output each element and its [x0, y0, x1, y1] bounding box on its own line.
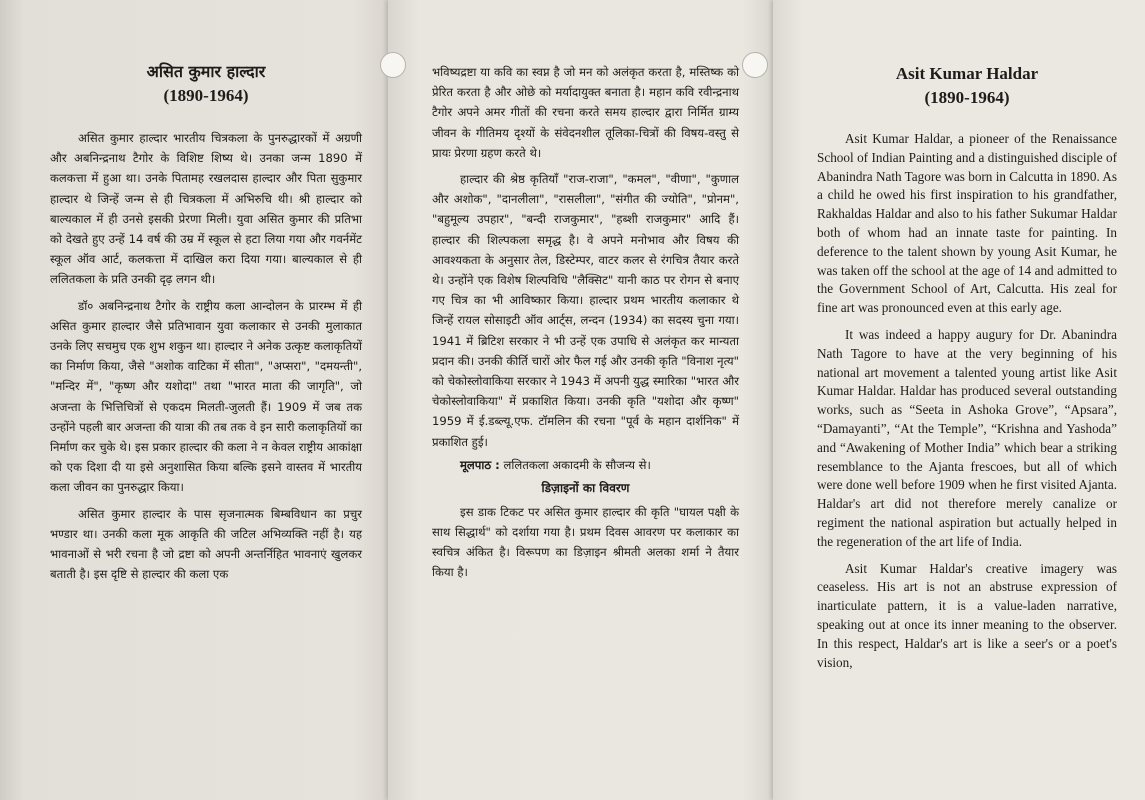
hindi-years: (1890-1964) — [163, 86, 249, 105]
english-paragraph-3: Asit Kumar Haldar's creative imagery was ceaseless. His art is not an abstruse expression of inarticulate pattern, it is a value-laden narrative, speaking out at once its inner meaning to the observer. In this respect, Haldar's art is like a seer's or a poet's vision, — [817, 560, 1117, 670]
hindi-title: असित कुमार हाल्दार — [146, 62, 266, 81]
hindi-paragraph-3: असित कुमार हाल्दार के पास सृजनात्मक बिम्बविधान का प्रचुर भण्डार था। उनकी कला मूक आकृति की जटिल अभिव्यक्ति नहीं है। यह भावनाओं से भरी रचना है जो द्रष्टा को अपनी अन्तर्निहित भावनाएं खुलकर बताती है। इस दृष्टि से हाल्दार की कला एक — [50, 506, 362, 582]
middle-page-hindi — [388, 0, 773, 800]
text-credit — [432, 458, 739, 473]
left-page-hindi — [0, 0, 392, 800]
credit-label: मूलपाठ : — [460, 457, 500, 472]
middle-paragraph-2: हाल्दार की श्रेष्ठ कृतियाँ "राज-राजा", "कमल", "वीणा", "कुणाल और अशोक", "दानलीला", "रासलीला", "संगीत की ज्योति", "प्रोनम", "बहुमूल्य उपहार", "बन्दी राजकुमार", "हब्शी राजकुमार" आदि हैं। हाल्दार की शिल्पकला समृद्ध है। वे अपने मनोभाव और विषय की आवश्यकता के अनुसार तेल, डिस्टेम्पर, वाटर कलर से रंगचित्र तैयार करते थे। उन्होंने एक विशेष शिल्पविधि "लैक्सिट" यानी काठ पर रोगन से बनाए गए चित्र का भी आविष्कार किया। हाल्दार प्रथम भारतीय कलाकार थे जिन्हें रायल सोसाइटी ऑव आर्ट्स, लन्दन (1934) का सदस्य चुना गया। 1941 में ब्रिटिश सरकार ने भी उन्हें एक उपाधि से अलंकृत कर मान्यता प्रदान की। उनकी कीर्ति चारों ओर फैल गई और उनकी कृति "विनाश नृत्य" को चेकोस्लोवाकिया सरकार ने 1943 में अपनी युद्ध स्मारिका "भारत और चेकोस्लोवाकिया" में प्रकाशित किया। उनकी कृति "यशोदा और कृष्ण" 1959 में ई.डब्ल्यू.एफ. टॉमलिन की रचना "पूर्व के महान दार्शनिक" में प्रकाशित हुई। — [432, 172, 739, 449]
english-paragraph-2: It was indeed a happy augury for Dr. Abanindra Nath Tagore to have at the very beginning of his national art movement a talented young artist like Asit Kumar Haldar. Haldar has produced several outstanding works, such as “Seeta in Ashoka Grove”, “Apsara”, “Damayanti”, “At the Temple”, “Krishna and Yashoda” and “Awakening of Mother India” which bear a striking resemblance to the Ajanta frescoes, but all of which were done well before 1909 when he first visited Ajanta. Haldar's art did not therefore merely canalize or regiment the national aspiration but actually helped in the regeneration of the art life of India. — [817, 326, 1117, 549]
design-description: इस डाक टिकट पर असित कुमार हाल्दार की कृति "घायल पक्षी के साथ सिद्धार्थ" को दर्शाया गया है। प्रथम दिवस आवरण पर कलाकार का स्वचित्र अंकित है। विरूपण का डिज़ाइन श्रीमती अलका शर्मा ने तैयार किया है। — [432, 504, 739, 580]
punch-hole-right — [742, 52, 768, 78]
punch-hole-left — [380, 52, 406, 78]
hindi-paragraph-2: डॉ० अबनिन्द्रनाथ टैगोर के राष्ट्रीय कला आन्दोलन के प्रारम्भ में ही असित कुमार हाल्दार जैसे प्रतिभावान युवा कलाकार से उनकी मुलाकात उनके लिए सचमुच एक शुभ शकुन था। हाल्दार ने अनेक उत्कृष्ट कलाकृतियों का निर्माण किया, जैसे "अशोक वाटिका में सीता", "अप्सरा", "दमयन्ती", "मन्दिर में", "कृष्ण और यशोदा" तथा "भारत माता की जागृति", जो अजन्ता के भित्तिचित्रों से एकदम मिलती-जुलती हैं। 1909 में जब तक उन्होंने पहली बार अजन्ता की यात्रा की तब तक वे इन सारी कलाकृतियों का निर्माण कर चुके थे। इस प्रकार हाल्दार की कला ने न केवल राष्ट्रीय आकांक्षा को एक दिशा दी या इसे अनुशासित किया बल्कि इसने वास्तव में भारतीय कला जीवन का पुनरुद्धार किया। — [50, 298, 362, 495]
credit-text: ललितकला अकादमी के सौजन्य से। — [503, 457, 651, 472]
middle-paragraph-1: भविष्यद्रष्टा या कवि का स्वप्न है जो मन को अलंकृत करता है, मस्तिष्क को प्रेरित करता है और ओछे को मर्यादायुक्त बनाता है। महान कवि रवीन्द्रनाथ टैगोर अपने अमर गीतों की रचना करते समय हाल्दार द्वारा निर्मित ग्राम्य जीवन के गीतिमय दृश्यों के संवेदनशील तूलिका-चित्रों की विषय-वस्तु से प्रायः प्रेरणा ग्रहण करते थे। — [432, 65, 739, 160]
english-paragraph-1: Asit Kumar Haldar, a pioneer of the Renaissance School of Indian Painting and a distinguished disciple of Abanindra Nath Tagore was born in Calcutta in 1890. As a child he owed his first inspiration to his grandfather, Rakhaldas Haldar and also to his father Sukumar Haldar both of whom had an innate taste for painting. In deference to the talent shown by young Asit Kumar, he was taken off the school at the age of 14 and admitted to the Government School of Art, Calcutta. His zeal for fine art was pronounced even at this early age. — [817, 131, 1117, 316]
design-heading: डिज़ाइनों का विवरण — [541, 480, 630, 495]
english-years: (1890-1964) — [924, 88, 1010, 107]
hindi-paragraph-1: असित कुमार हाल्दार भारतीय चित्रकला के पुनरुद्धारकों में अग्रणी और अबनिन्द्रनाथ टैगोर के विशिष्ट शिष्य थे। उनका जन्म 1890 में कलकत्ता में हुआ था। उनके पितामह रखलदास हाल्दार और पिता सुकुमार हाल्दार थे जिन्हें जन्म से ही चित्रकला में अभिरुचि थी। श्री हाल्दार को बाल्यकाल में ही उनसे इसकी प्रेरणा मिली। युवा असित कुमार की प्रतिभा को देखते हुए उन्हें 14 वर्ष की उम्र में स्कूल से हटा लिया गया और गवर्नमेंट स्कूल ऑव आर्ट, कलकत्ता में दाखिल करा दिया गया। बाल्यकाल से ही ललितकला के प्रति उनकी दृढ़ लगन थी। — [50, 131, 362, 287]
english-title: Asit Kumar Haldar — [895, 64, 1039, 83]
right-page-english — [773, 0, 1145, 800]
